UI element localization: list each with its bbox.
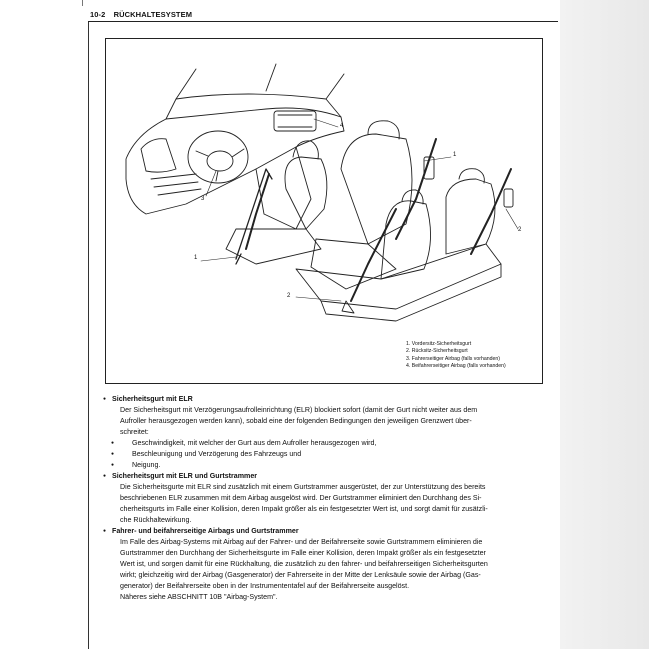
body-text	[112, 394, 552, 603]
callout-3: 3	[201, 196, 205, 202]
steering-spokes	[196, 149, 244, 181]
paragraph-line: Wert ist, und sorgen damit für eine Rückhaltung, die zusätzlich zu den fahrer- und beifahrerseitigen Sicherheitsgurten	[120, 560, 488, 568]
section-title: RÜCKHALTESYSTEM	[113, 10, 193, 19]
paragraph-line: cherheitsgurts im Falle einer Kollision, deren Impakt größer als ein festgesetzter Wert ist, und sorgt damit für zusätzli-	[120, 505, 488, 513]
bullet-item	[112, 438, 552, 449]
bullet-item	[112, 460, 552, 471]
bullet-text: Neigung.	[132, 461, 161, 469]
vent-lines	[151, 174, 201, 195]
page-edge-shadow	[560, 0, 649, 649]
rear-headrest-left	[402, 190, 423, 204]
section-number: 10-2	[90, 10, 106, 19]
vehicle-interior-drawing	[106, 39, 544, 385]
paragraph-line: Der Sicherheitsgurt mit Verzögerungsaufrolleinrichtung (ELR) blockiert sofort (damit der Gurt nicht weiter aus dem	[120, 406, 478, 414]
steering-wheel	[188, 131, 248, 183]
bullet-glyph: ●	[111, 451, 115, 457]
rear-seat-back-left	[381, 201, 431, 279]
steering-hub-airbag	[207, 151, 233, 171]
front-belt-strap	[246, 174, 269, 249]
leader-4	[314, 119, 338, 127]
bullet-text: Beschleunigung und Verzögerung des Fahrzeugs und	[132, 450, 302, 458]
belt-retractor-rear	[504, 189, 513, 207]
paragraph-line: Die Sicherheitsgurte mit ELR sind zusätzlich mit einem Gurtstrammer ausgerüstet, der zur Unterstützung des bereits	[120, 483, 486, 491]
section-heading-elr-pretensioner: ● Sicherheitsgurt mit ELR und Gurtstrammer	[112, 471, 552, 482]
leader-2-right	[506, 209, 518, 229]
legend-item: 2. Rücksitz-Sicherheitsgurt	[406, 348, 468, 355]
dashboard-upper	[166, 94, 341, 119]
instrument-binnacle	[141, 139, 176, 172]
paragraph-line: Im Falle des Airbag-Systems mit Airbag auf der Fahrer- und der Beifahrerseite sowie Gurtstrammern eliminieren die	[120, 538, 483, 546]
leader-1-left	[201, 257, 236, 261]
left-margin-rule	[88, 21, 89, 649]
paragraph-line: che Rückhaltewirkung.	[120, 516, 192, 524]
figure-legend	[406, 341, 506, 371]
callout-2-right: 2	[518, 227, 522, 233]
callout-4: 4	[340, 123, 344, 129]
leader-1-top	[424, 157, 451, 161]
rear-belt-anchor	[342, 301, 354, 313]
paragraph-line: Gurtstrammer den Durchhang der Sicherheitsgurte im Falle einer Kollision, deren Impakt größer als ein festgesetzter	[120, 549, 486, 557]
section-heading-airbags: ● Fahrer- und beifahrerseitige Airbags und Gurtstrammer	[112, 526, 552, 537]
dashboard-outline	[126, 108, 344, 214]
paragraph-line: Näheres siehe ABSCHNITT 10B "Airbag-System".	[120, 593, 278, 601]
passenger-headrest	[368, 121, 399, 139]
airbag-panel-lines	[278, 115, 312, 127]
restraint-system-figure	[105, 38, 543, 384]
passenger-seat-cushion	[311, 239, 396, 289]
page-header	[90, 10, 192, 19]
bullet-text: Geschwindigkeit, mit welcher der Gurt aus dem Aufroller herausgezogen wird,	[132, 439, 377, 447]
legend-item: 4. Beifahrerseitiger Airbag (falls vorhanden)	[406, 363, 506, 370]
leader-3	[206, 171, 216, 196]
bullet-item	[112, 449, 552, 460]
paragraph-line: beschriebenen ELR zusammen mit dem Airbag ausgelöst wird. Der Gurtstrammer eliminiert den Durchhang des Si-	[120, 494, 482, 502]
page-top-edge	[82, 0, 649, 6]
legend-item: 1. Vordersitz-Sicherheitsgurt	[406, 341, 472, 347]
passenger-airbag-panel	[274, 111, 316, 131]
front-seat-back	[285, 157, 327, 229]
callout-2-left: 2	[287, 293, 291, 299]
paragraph-line: generator) der Beifahrerseite oben in der Instrumententafel auf der Beifahrerseite ausgelöst.	[120, 582, 410, 590]
paragraph-line: wirkt; gleichzeitig wird der Airbag (Gasgenerator) der Fahrerseite in der Mitte der Lenksäule sowie der Airbag (Gas-	[120, 571, 481, 579]
bullet-glyph: ●	[111, 462, 115, 468]
paragraph-line: schreitet:	[120, 428, 149, 436]
callout-1-left: 1	[194, 255, 198, 261]
rear-seat-back-right	[446, 179, 495, 254]
bullet-glyph: ●	[111, 440, 115, 446]
rear-belt-left	[351, 209, 396, 301]
paragraph-line: Aufroller herausgezogen werden kann), sobald eine der folgenden Bedingungen den jeweiligen Grenzwert über-	[120, 417, 472, 425]
callout-1-top: 1	[453, 152, 457, 158]
legend-item: 3. Fahrerseitiger Airbag (falls vorhanden)	[406, 355, 500, 362]
rear-belt-right	[471, 169, 511, 254]
header-rule	[88, 21, 558, 22]
section-heading-elr: ● Sicherheitsgurt mit ELR	[112, 394, 552, 405]
